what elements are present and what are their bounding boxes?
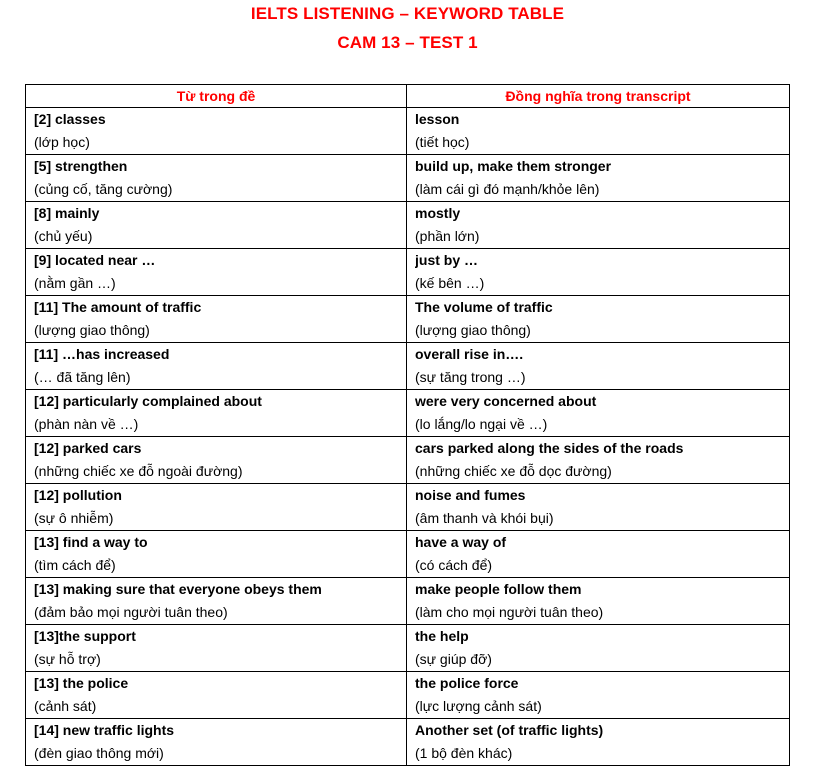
synonym-cell bbox=[407, 672, 790, 719]
synonym-cell bbox=[407, 437, 790, 484]
keyword-english: [13] the police bbox=[34, 675, 129, 691]
synonym-english: the police force bbox=[415, 675, 519, 691]
source-word-cell bbox=[26, 437, 407, 484]
source-word-cell bbox=[26, 155, 407, 202]
synonym-english: mostly bbox=[415, 205, 461, 221]
source-word-cell bbox=[26, 390, 407, 437]
document-subtitle: CAM 13 – TEST 1 bbox=[337, 33, 478, 52]
table-row bbox=[26, 202, 790, 249]
keyword-translation: (những chiếc xe đỗ ngoài đường) bbox=[34, 463, 243, 479]
keyword-english: [9] located near … bbox=[34, 252, 156, 268]
table-row bbox=[26, 578, 790, 625]
keyword-translation: (phàn nàn về …) bbox=[34, 416, 139, 432]
header-synonyms: Đồng nghĩa trong transcript bbox=[407, 85, 790, 108]
synonym-english: noise and fumes bbox=[415, 487, 526, 503]
header-source-words: Từ trong đề bbox=[26, 85, 407, 108]
source-word-cell bbox=[26, 484, 407, 531]
keyword-translation: (đèn giao thông mới) bbox=[34, 745, 164, 761]
table-row bbox=[26, 108, 790, 155]
synonym-translation: (tiết học) bbox=[415, 134, 470, 150]
table-body bbox=[26, 108, 790, 766]
synonym-english: lesson bbox=[415, 111, 460, 127]
keyword-table bbox=[25, 84, 790, 766]
synonym-cell bbox=[407, 296, 790, 343]
synonym-english: build up, make them stronger bbox=[415, 158, 612, 174]
source-word-cell bbox=[26, 202, 407, 249]
synonym-cell bbox=[407, 719, 790, 766]
table-row bbox=[26, 719, 790, 766]
keyword-english: [8] mainly bbox=[34, 205, 100, 221]
synonym-translation: (lo lắng/lo ngại về …) bbox=[415, 416, 548, 432]
source-word-cell bbox=[26, 531, 407, 578]
keyword-english: [14] new traffic lights bbox=[34, 722, 175, 738]
table-row bbox=[26, 343, 790, 390]
keyword-translation: (lớp học) bbox=[34, 134, 90, 150]
synonym-english: The volume of traffic bbox=[415, 299, 553, 315]
synonym-english: just by … bbox=[415, 252, 479, 268]
keyword-english: [2] classes bbox=[34, 111, 106, 127]
source-word-cell bbox=[26, 249, 407, 296]
synonym-translation: (phần lớn) bbox=[415, 228, 480, 244]
synonym-cell bbox=[407, 155, 790, 202]
keyword-english: [5] strengthen bbox=[34, 158, 128, 174]
keyword-english: [11] The amount of traffic bbox=[34, 299, 202, 315]
synonym-cell bbox=[407, 390, 790, 437]
keyword-translation: (tìm cách để) bbox=[34, 557, 116, 573]
synonym-cell bbox=[407, 249, 790, 296]
source-word-cell bbox=[26, 108, 407, 155]
keyword-english: [12] pollution bbox=[34, 487, 122, 503]
synonym-translation: (âm thanh và khói bụi) bbox=[415, 510, 554, 526]
synonym-english: have a way of bbox=[415, 534, 507, 550]
source-word-cell bbox=[26, 625, 407, 672]
synonym-translation: (làm cái gì đó mạnh/khỏe lên) bbox=[415, 181, 600, 197]
source-word-cell bbox=[26, 343, 407, 390]
synonym-english: cars parked along the sides of the roads bbox=[415, 440, 684, 456]
table-row bbox=[26, 390, 790, 437]
synonym-cell bbox=[407, 202, 790, 249]
keyword-translation: (chủ yếu) bbox=[34, 228, 93, 244]
table-row bbox=[26, 531, 790, 578]
table-row bbox=[26, 437, 790, 484]
synonym-english: make people follow them bbox=[415, 581, 582, 597]
keyword-translation: (lượng giao thông) bbox=[34, 322, 150, 338]
keyword-english: [12] parked cars bbox=[34, 440, 142, 456]
table-row bbox=[26, 484, 790, 531]
keyword-translation: (nằm gần …) bbox=[34, 275, 116, 291]
keyword-english: [11] …has increased bbox=[34, 346, 170, 362]
source-word-cell bbox=[26, 578, 407, 625]
table-row bbox=[26, 155, 790, 202]
source-word-cell bbox=[26, 719, 407, 766]
keyword-translation: (sự hỗ trợ) bbox=[34, 651, 101, 667]
synonym-translation: (1 bộ đèn khác) bbox=[415, 745, 513, 761]
synonym-cell bbox=[407, 625, 790, 672]
synonym-cell bbox=[407, 108, 790, 155]
synonym-translation: (sự tăng trong …) bbox=[415, 369, 526, 385]
synonym-english: the help bbox=[415, 628, 469, 644]
source-word-cell bbox=[26, 672, 407, 719]
table-row bbox=[26, 625, 790, 672]
synonym-translation: (kế bên …) bbox=[415, 275, 485, 291]
synonym-cell bbox=[407, 343, 790, 390]
table-row bbox=[26, 296, 790, 343]
synonym-translation: (làm cho mọi người tuân theo) bbox=[415, 604, 604, 620]
keyword-translation: (cảnh sát) bbox=[34, 698, 97, 714]
keyword-translation: (củng cố, tăng cường) bbox=[34, 181, 173, 197]
keyword-translation: (… đã tăng lên) bbox=[34, 369, 131, 385]
synonym-english: were very concerned about bbox=[415, 393, 597, 409]
synonym-translation: (sự giúp đỡ) bbox=[415, 651, 492, 667]
synonym-translation: (lượng giao thông) bbox=[415, 322, 531, 338]
synonym-cell bbox=[407, 578, 790, 625]
table-header-row bbox=[26, 85, 790, 108]
synonym-translation: (có cách để) bbox=[415, 557, 493, 573]
synonym-translation: (lực lượng cảnh sát) bbox=[415, 698, 542, 714]
keyword-translation: (đảm bảo mọi người tuân theo) bbox=[34, 604, 228, 620]
synonym-cell bbox=[407, 531, 790, 578]
document-title: IELTS LISTENING – KEYWORD TABLE bbox=[250, 4, 565, 23]
synonym-translation: (những chiếc xe đỗ dọc đường) bbox=[415, 463, 612, 479]
keyword-english: [13] making sure that everyone obeys them bbox=[34, 581, 322, 597]
table-row bbox=[26, 249, 790, 296]
keyword-english: [12] particularly complained about bbox=[34, 393, 262, 409]
keyword-translation: (sự ô nhiễm) bbox=[34, 510, 114, 526]
keyword-english: [13]the support bbox=[34, 628, 136, 644]
synonym-english: Another set (of traffic lights) bbox=[415, 722, 604, 738]
source-word-cell bbox=[26, 296, 407, 343]
synonym-cell bbox=[407, 484, 790, 531]
keyword-english: [13] find a way to bbox=[34, 534, 148, 550]
table-row bbox=[26, 672, 790, 719]
synonym-english: overall rise in…. bbox=[415, 346, 524, 362]
